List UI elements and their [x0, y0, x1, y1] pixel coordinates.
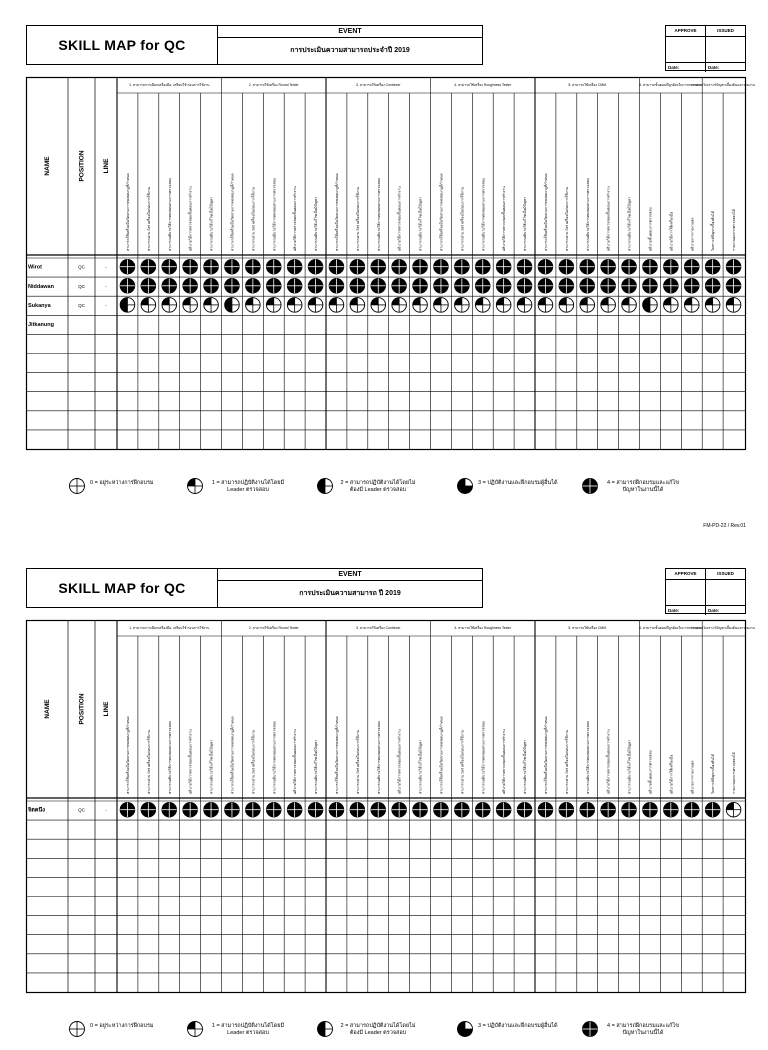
skill-level-4-icon: [601, 259, 616, 274]
event-subtitle: การประเมินความสามารถประจำปี 2019: [290, 47, 410, 54]
skill-level-3-icon: [456, 477, 474, 495]
skill-level-4-icon: [517, 259, 532, 274]
skill-column-label: สามารถอธิบายวิธีแก้ไขเมื่อมีปัญหา: [209, 739, 214, 794]
skill-level-4-icon: [371, 279, 386, 294]
skill-group-label: 2. สามารถใช้เครื่อง Round Tester: [248, 83, 299, 87]
skill-level-4-icon: [246, 259, 261, 274]
skill-level-1-icon: [580, 298, 595, 313]
skill-column-label: สามารถอธิบายวิธีแก้ไขเมื่อมีปัญหา: [209, 196, 214, 251]
row-line: -: [105, 302, 107, 308]
skill-level-4-icon: [246, 279, 261, 294]
legend-item-2: [316, 1020, 418, 1038]
row-position: QC: [78, 302, 85, 308]
skill-column-label: สามารถอ่าน Set เครื่องมือก่อนการใช้งาน: [251, 729, 256, 794]
skill-level-2-icon: [316, 1020, 334, 1038]
skill-level-1-icon: [705, 298, 720, 313]
skill-level-1-icon: [726, 298, 741, 313]
skill-level-2-icon: [316, 477, 334, 495]
column-header-name: NAME: [44, 699, 51, 719]
skill-level-4-icon: [162, 279, 177, 294]
skill-column-label: อธิบายวิธีการตรวจสอบขั้นตอนการทำงาน: [293, 729, 298, 794]
skill-column-label: สามารถอ่าน Set เครื่องมือก่อนการใช้งาน: [146, 729, 151, 794]
skill-level-4-icon: [413, 279, 428, 294]
column-header-line: LINE: [103, 701, 110, 717]
skill-column-label: สามารถใช้เครื่องมือวัดตามการทดสอบกฎที่กำหนด: [125, 173, 130, 251]
skill-level-1-icon: [622, 298, 637, 313]
skill-level-4-icon: [601, 802, 616, 817]
legend-text: 0 = อยู่ระหว่างการฝึกอบรม: [90, 1023, 154, 1029]
skill-column-label: รายงานผลการตรวจสอบได้: [732, 209, 737, 251]
table-row[interactable]: [27, 802, 741, 817]
skill-column-label: สามารถอธิบายวิธีการทดสอบตามการตรวจสอบ: [585, 178, 590, 251]
skill-level-4-icon: [183, 259, 198, 274]
skill-column-label: สามารถอ่าน Set เครื่องมือก่อนการใช้งาน: [355, 186, 360, 251]
skill-group-label: 6. สามารถขั้นตอนที่ถูกต้องในการตรวจสอบ: [639, 626, 703, 630]
table-row[interactable]: [28, 322, 54, 328]
skill-column-label: สามารถอธิบายวิธีการทดสอบตามการตรวจสอบ: [272, 178, 277, 251]
skill-level-4-icon: [204, 802, 219, 817]
page-title: SKILL MAP for QC: [26, 568, 218, 608]
skill-group-label: สามารถวิเคราะห์ปัญหาเบื้องต้นและรายงาน: [691, 626, 755, 630]
skill-level-4-icon: [392, 279, 407, 294]
skill-level-4-icon: [538, 802, 553, 817]
skill-level-2-icon: [225, 298, 240, 313]
skill-level-4-icon: [664, 279, 679, 294]
skill-level-1-icon: [308, 298, 323, 313]
skill-column-label: อธิบายวิธีการใช้เครื่องมือ: [669, 754, 674, 794]
skill-level-4-icon: [308, 259, 323, 274]
skill-level-4-icon: [580, 279, 595, 294]
issued-date-label: Date:: [705, 606, 745, 615]
issued-signature-field[interactable]: [705, 580, 745, 605]
skill-level-4-icon: [350, 279, 365, 294]
skill-group-label: 2. สามารถใช้เครื่อง Round Tester: [248, 626, 299, 630]
skill-level-1-icon: [517, 298, 532, 313]
skill-column-label: สามารถอธิบายวิธีแก้ไขเมื่อมีปัญหา: [627, 739, 632, 794]
skill-column-label: สามารถอธิบายวิธีแก้ไขเมื่อมีปัญหา: [523, 739, 528, 794]
skill-column-label: สามารถอธิบายวิธีการทดสอบตามการตรวจสอบ: [376, 178, 381, 251]
skill-column-label: สามารถอธิบายวิธีแก้ไขเมื่อมีปัญหา: [627, 196, 632, 251]
skill-level-1-icon: [266, 298, 281, 313]
skill-level-4-icon: [475, 259, 490, 274]
approval-box: [665, 568, 746, 614]
approve-label: APPROVE: [674, 571, 697, 576]
skill-level-4-icon: [559, 802, 574, 817]
skill-level-1-icon: [392, 298, 407, 313]
skill-level-4-icon: [475, 802, 490, 817]
legend-item-3: [456, 477, 558, 495]
legend-item-0: [68, 477, 154, 495]
skill-column-label: สามารถอธิบายวิธีการทดสอบตามการตรวจสอบ: [167, 178, 172, 251]
legend-text: 1 = สามารถปฏิบัติงานได้โดยมี Leader ตรวจสอบ: [211, 1023, 285, 1036]
row-name: Niddawan: [28, 283, 54, 290]
table-row[interactable]: [28, 298, 741, 313]
skill-level-4-icon: [287, 279, 302, 294]
skill-level-4-icon: [141, 802, 156, 817]
skill-level-1-icon: [246, 298, 261, 313]
skill-level-4-icon: [496, 802, 511, 817]
legend-text: 4 = สามารถฝึกอบรมและแก้ไขปัญหาในงานนี้ได้: [607, 480, 679, 493]
skill-group-label: 4. สามารถใช้เครื่อง Roughness Tester: [454, 626, 512, 630]
legend: [26, 477, 746, 507]
skill-level-4-icon: [308, 279, 323, 294]
skill-map-sheet-2: [26, 568, 755, 1036]
skill-column-label: อธิบายวิธีการตรวจสอบขั้นตอนการทำงาน: [606, 186, 611, 251]
skill-matrix-grid: [26, 620, 755, 994]
skill-level-4-icon: [580, 259, 595, 274]
legend-item-4: [581, 1020, 683, 1038]
skill-level-4-icon: [684, 279, 699, 294]
skill-level-3-icon: [456, 1020, 474, 1038]
legend-text: 2 = สามารถปฏิบัติงานได้โดยไม่ต้องมี Leader ตรวจสอบ: [340, 1023, 416, 1036]
skill-level-4-icon: [392, 802, 407, 817]
skill-column-label: สามารถใช้เครื่องมือวัดตามการทดสอบกฎที่กำหนด: [439, 716, 444, 794]
skill-level-1-icon: [664, 298, 679, 313]
skill-level-2-icon: [120, 298, 135, 313]
skill-column-label: สามารถอ่าน Set เครื่องมือก่อนการใช้งาน: [460, 729, 465, 794]
skill-level-4-icon: [517, 802, 532, 817]
skill-level-4-icon: [496, 279, 511, 294]
skill-level-4-icon: [434, 259, 449, 274]
skill-column-label: อธิบายวิธีการตรวจสอบขั้นตอนการทำงาน: [502, 729, 507, 794]
row-position: QC: [78, 807, 85, 813]
skill-level-1-icon: [601, 298, 616, 313]
skill-column-label: อธิบายการรายงานผล: [690, 760, 695, 794]
skill-column-label: สามารถอ่าน Set เครื่องมือก่อนการใช้งาน: [564, 729, 569, 794]
skill-column-label: สามารถอธิบายวิธีการทดสอบตามการตรวจสอบ: [376, 721, 381, 794]
skill-level-4-icon: [225, 259, 240, 274]
skill-level-4-icon: [455, 802, 470, 817]
skill-level-4-icon: [643, 279, 658, 294]
skill-column-label: รายงานผลการตรวจสอบได้: [732, 752, 737, 794]
skill-column-label: สามารถอธิบายวิธีการทดสอบตามการตรวจสอบ: [272, 721, 277, 794]
skill-level-4-icon: [371, 802, 386, 817]
skill-level-4-icon: [434, 279, 449, 294]
skill-level-4-icon: [643, 259, 658, 274]
skill-column-label: อธิบายวิธีการตรวจสอบขั้นตอนการทำงาน: [293, 186, 298, 251]
skill-level-4-icon: [329, 279, 344, 294]
skill-level-4-icon: [266, 279, 281, 294]
legend-item-1: [186, 477, 288, 495]
skill-level-4-icon: [204, 259, 219, 274]
skill-column-label: สามารถอ่าน Set เครื่องมือก่อนการใช้งาน: [251, 186, 256, 251]
column-header-position: POSITION: [78, 150, 86, 182]
event-box: [218, 568, 483, 608]
skill-level-4-icon: [684, 259, 699, 274]
skill-level-4-icon: [413, 259, 428, 274]
skill-level-4-icon: [350, 802, 365, 817]
row-line: -: [105, 283, 107, 289]
skill-group-label: 3. สามารถใช้เครื่อง Contrecer: [356, 626, 401, 630]
skill-column-label: วิเคราะห์ปัญหาเบื้องต้นได้: [711, 211, 716, 251]
skill-level-4-icon: [496, 259, 511, 274]
skill-group-label: 6. สามารถขั้นตอนที่ถูกต้องในการตรวจสอบ: [639, 83, 703, 87]
skill-level-4-icon: [455, 259, 470, 274]
skill-level-4-icon: [371, 259, 386, 274]
skill-level-4-icon: [622, 802, 637, 817]
skill-level-1-icon: [186, 477, 204, 495]
skill-level-1-icon: [186, 1020, 204, 1038]
legend-text: 2 = สามารถปฏิบัติงานได้โดยไม่ต้องมี Leader ตรวจสอบ: [340, 480, 416, 493]
column-header-name: NAME: [44, 156, 51, 176]
skill-level-1-icon: [455, 298, 470, 313]
skill-column-label: สามารถใช้เครื่องมือวัดตามการทดสอบกฎที่กำหนด: [334, 716, 339, 794]
skill-level-1-icon: [413, 298, 428, 313]
skill-level-4-icon: [705, 802, 720, 817]
skill-level-1-icon: [204, 298, 219, 313]
skill-column-label: สามารถอ่าน Set เครื่องมือก่อนการใช้งาน: [460, 186, 465, 251]
legend: [26, 1020, 746, 1050]
legend-text: 3 = ปฏิบัติงานและฝึกอบรมผู้อื่นได้: [478, 1023, 558, 1029]
skill-level-4-icon: [120, 279, 135, 294]
skill-level-4-icon: [601, 279, 616, 294]
skill-column-label: สามารถใช้เครื่องมือวัดตามการทดสอบกฎที่กำหนด: [334, 173, 339, 251]
row-name: Jitkanung: [28, 322, 54, 328]
skill-column-label: อธิบายวิธีการตรวจสอบขั้นตอนการทำงาน: [502, 186, 507, 251]
skill-level-4-icon: [120, 259, 135, 274]
table-row[interactable]: [28, 259, 741, 274]
row-name: จิตคนึง: [28, 807, 45, 814]
legend-item-3: [456, 1020, 558, 1038]
skill-level-4-icon: [162, 802, 177, 817]
approval-box: [665, 25, 746, 71]
skill-level-4-icon: [183, 279, 198, 294]
skill-level-4-icon: [225, 802, 240, 817]
skill-level-4-icon: [308, 802, 323, 817]
page-title: SKILL MAP for QC: [26, 25, 218, 65]
skill-level-1-icon: [141, 298, 156, 313]
skill-column-label: สามารถอ่าน Set เครื่องมือก่อนการใช้งาน: [355, 729, 360, 794]
skill-level-4-icon: [538, 259, 553, 274]
row-line: -: [105, 264, 107, 270]
skill-column-label: อธิบายวิธีการตรวจสอบขั้นตอนการทำงาน: [397, 729, 402, 794]
skill-level-4-icon: [204, 279, 219, 294]
issued-signature-field[interactable]: [705, 37, 745, 62]
skill-level-1-icon: [162, 298, 177, 313]
skill-level-0-icon: [68, 477, 86, 495]
skill-level-4-icon: [705, 259, 720, 274]
issued-label: ISSUED: [705, 569, 745, 579]
skill-level-1-icon: [183, 298, 198, 313]
skill-column-label: สามารถใช้เครื่องมือวัดตามการทดสอบกฎที่กำหนด: [439, 173, 444, 251]
skill-level-4-icon: [455, 279, 470, 294]
skill-level-2-icon: [643, 298, 658, 313]
skill-level-4-icon: [434, 802, 449, 817]
skill-level-1-icon: [538, 298, 553, 313]
skill-map-sheet-1: [26, 25, 755, 529]
skill-level-4-icon: [622, 279, 637, 294]
skill-level-4-icon: [643, 802, 658, 817]
skill-level-1-icon: [496, 298, 511, 313]
skill-level-4-icon: [517, 279, 532, 294]
skill-column-label: สามารถอธิบายวิธีแก้ไขเมื่อมีปัญหา: [314, 739, 319, 794]
skill-level-4-icon: [287, 802, 302, 817]
skill-group-label: 5. สามารถใช้เครื่อง CMM: [568, 83, 607, 87]
skill-level-4-icon: [183, 802, 198, 817]
skill-level-4-icon: [329, 259, 344, 274]
skill-level-4-icon: [287, 259, 302, 274]
skill-column-label: สามารถอธิบายวิธีการทดสอบตามการตรวจสอบ: [585, 721, 590, 794]
skill-level-4-icon: [413, 802, 428, 817]
skill-level-4-icon: [350, 259, 365, 274]
skill-level-4-icon: [475, 279, 490, 294]
skill-column-label: สามารถอธิบายวิธีแก้ไขเมื่อมีปัญหา: [314, 196, 319, 251]
skill-level-1-icon: [329, 298, 344, 313]
skill-group-label: 3. สามารถใช้เครื่อง Contrecer: [356, 83, 401, 87]
form-number: FM-PD-22 / Rev.01: [703, 523, 746, 529]
skill-level-4-icon: [559, 279, 574, 294]
skill-level-4-icon: [664, 802, 679, 817]
event-label: EVENT: [218, 26, 482, 38]
skill-level-4-icon: [580, 802, 595, 817]
row-position: QC: [78, 283, 85, 289]
skill-level-1-icon: [371, 298, 386, 313]
skill-group-label: สามารถวิเคราะห์ปัญหาเบื้องต้นและรายงาน: [691, 83, 755, 87]
skill-column-label: วิเคราะห์ปัญหาเบื้องต้นได้: [711, 754, 716, 794]
legend-text: 3 = ปฏิบัติงานและฝึกอบรมผู้อื่นได้: [478, 480, 558, 486]
skill-group-label: 1. สามารถการเลือกเครื่องมือ, เตรียมใช้ ก่อนการใช้งาน: [129, 83, 210, 87]
skill-level-4-icon: [684, 802, 699, 817]
issued-label: ISSUED: [705, 26, 745, 36]
event-subtitle: การประเมินความสามารถ ปี 2019: [299, 590, 401, 597]
skill-column-label: อธิบายขั้นตอนการตรวจสอบ: [648, 207, 653, 251]
skill-column-label: อธิบายวิธีการตรวจสอบขั้นตอนการทำงาน: [606, 729, 611, 794]
skill-group-label: 5. สามารถใช้เครื่อง CMM: [568, 626, 607, 630]
skill-level-4-icon: [120, 802, 135, 817]
issued-date-label: Date:: [705, 63, 745, 72]
skill-level-4-icon: [581, 477, 599, 495]
skill-column-label: อธิบายวิธีการตรวจสอบขั้นตอนการทำงาน: [188, 729, 193, 794]
legend-text: 1 = สามารถปฏิบัติงานได้โดยมี Leader ตรวจสอบ: [211, 480, 285, 493]
column-header-position: POSITION: [78, 693, 86, 725]
row-name: Wirot: [28, 264, 43, 271]
skill-column-label: สามารถใช้เครื่องมือวัดตามการทดสอบกฎที่กำหนด: [230, 716, 235, 794]
skill-level-4-icon: [266, 802, 281, 817]
approve-date-label: Date:: [668, 608, 680, 613]
skill-column-label: อธิบายวิธีการตรวจสอบขั้นตอนการทำงาน: [397, 186, 402, 251]
skill-column-label: สามารถใช้เครื่องมือวัดตามการทดสอบกฎที่กำหนด: [230, 173, 235, 251]
approve-signature-field[interactable]: [666, 37, 705, 62]
skill-level-4-icon: [225, 279, 240, 294]
skill-column-label: สามารถอ่าน Set เครื่องมือก่อนการใช้งาน: [564, 186, 569, 251]
skill-group-label: 4. สามารถใช้เครื่อง Roughness Tester: [454, 83, 512, 87]
skill-column-label: สามารถอธิบายวิธีแก้ไขเมื่อมีปัญหา: [418, 739, 423, 794]
skill-column-label: สามารถอธิบายวิธีการทดสอบตามการตรวจสอบ: [481, 178, 486, 251]
skill-column-label: อธิบายวิธีการตรวจสอบขั้นตอนการทำงาน: [188, 186, 193, 251]
skill-level-1-icon: [475, 298, 490, 313]
table-row[interactable]: [28, 279, 741, 294]
approve-signature-field[interactable]: [666, 580, 705, 605]
skill-column-label: สามารถใช้เครื่องมือวัดตามการทดสอบกฎที่กำหนด: [543, 716, 548, 794]
skill-level-1-icon: [726, 802, 741, 817]
legend-item-2: [316, 477, 418, 495]
row-line: -: [105, 807, 107, 813]
skill-level-1-icon: [684, 298, 699, 313]
skill-column-label: สามารถอธิบายวิธีการทดสอบตามการตรวจสอบ: [481, 721, 486, 794]
legend-item-4: [581, 477, 683, 495]
skill-column-label: สามารถอธิบายวิธีแก้ไขเมื่อมีปัญหา: [523, 196, 528, 251]
skill-level-4-icon: [162, 259, 177, 274]
skill-level-4-icon: [581, 1020, 599, 1038]
skill-level-4-icon: [392, 259, 407, 274]
skill-column-label: สามารถใช้เครื่องมือวัดตามการทดสอบกฎที่กำหนด: [125, 716, 130, 794]
skill-level-4-icon: [538, 279, 553, 294]
skill-matrix-grid: [26, 77, 755, 451]
skill-column-label: สามารถใช้เครื่องมือวัดตามการทดสอบกฎที่กำหนด: [543, 173, 548, 251]
legend-text: 0 = อยู่ระหว่างการฝึกอบรม: [90, 480, 154, 486]
skill-level-0-icon: [68, 1020, 86, 1038]
row-name: Sukanya: [28, 302, 51, 309]
legend-item-0: [68, 1020, 154, 1038]
skill-level-4-icon: [141, 279, 156, 294]
approve-label: APPROVE: [674, 28, 697, 33]
row-position: QC: [78, 264, 85, 270]
skill-level-4-icon: [266, 259, 281, 274]
skill-group-label: 1. สามารถการเลือกเครื่องมือ, เตรียมใช้ ก่อนการใช้งาน: [129, 626, 210, 630]
skill-level-1-icon: [287, 298, 302, 313]
skill-level-1-icon: [434, 298, 449, 313]
legend-item-1: [186, 1020, 288, 1038]
column-header-line: LINE: [103, 158, 110, 174]
skill-level-4-icon: [726, 279, 741, 294]
skill-column-label: สามารถอธิบายวิธีการทดสอบตามการตรวจสอบ: [167, 721, 172, 794]
skill-level-4-icon: [726, 259, 741, 274]
skill-column-label: สามารถอธิบายวิธีแก้ไขเมื่อมีปัญหา: [418, 196, 423, 251]
skill-level-4-icon: [705, 279, 720, 294]
skill-level-4-icon: [664, 259, 679, 274]
skill-column-label: สามารถอ่าน Set เครื่องมือก่อนการใช้งาน: [146, 186, 151, 251]
skill-column-label: อธิบายวิธีการใช้เครื่องมือ: [669, 211, 674, 251]
event-label: EVENT: [218, 569, 482, 581]
skill-column-label: อธิบายขั้นตอนการตรวจสอบ: [648, 750, 653, 794]
skill-level-1-icon: [559, 298, 574, 313]
skill-level-4-icon: [246, 802, 261, 817]
legend-text: 4 = สามารถฝึกอบรมและแก้ไขปัญหาในงานนี้ได้: [607, 1023, 679, 1036]
skill-level-1-icon: [350, 298, 365, 313]
approve-date-label: Date:: [668, 65, 680, 70]
skill-level-4-icon: [622, 259, 637, 274]
skill-level-4-icon: [559, 259, 574, 274]
skill-level-4-icon: [141, 259, 156, 274]
event-box: [218, 25, 483, 65]
skill-level-4-icon: [329, 802, 344, 817]
skill-column-label: อธิบายการรายงานผล: [690, 217, 695, 251]
